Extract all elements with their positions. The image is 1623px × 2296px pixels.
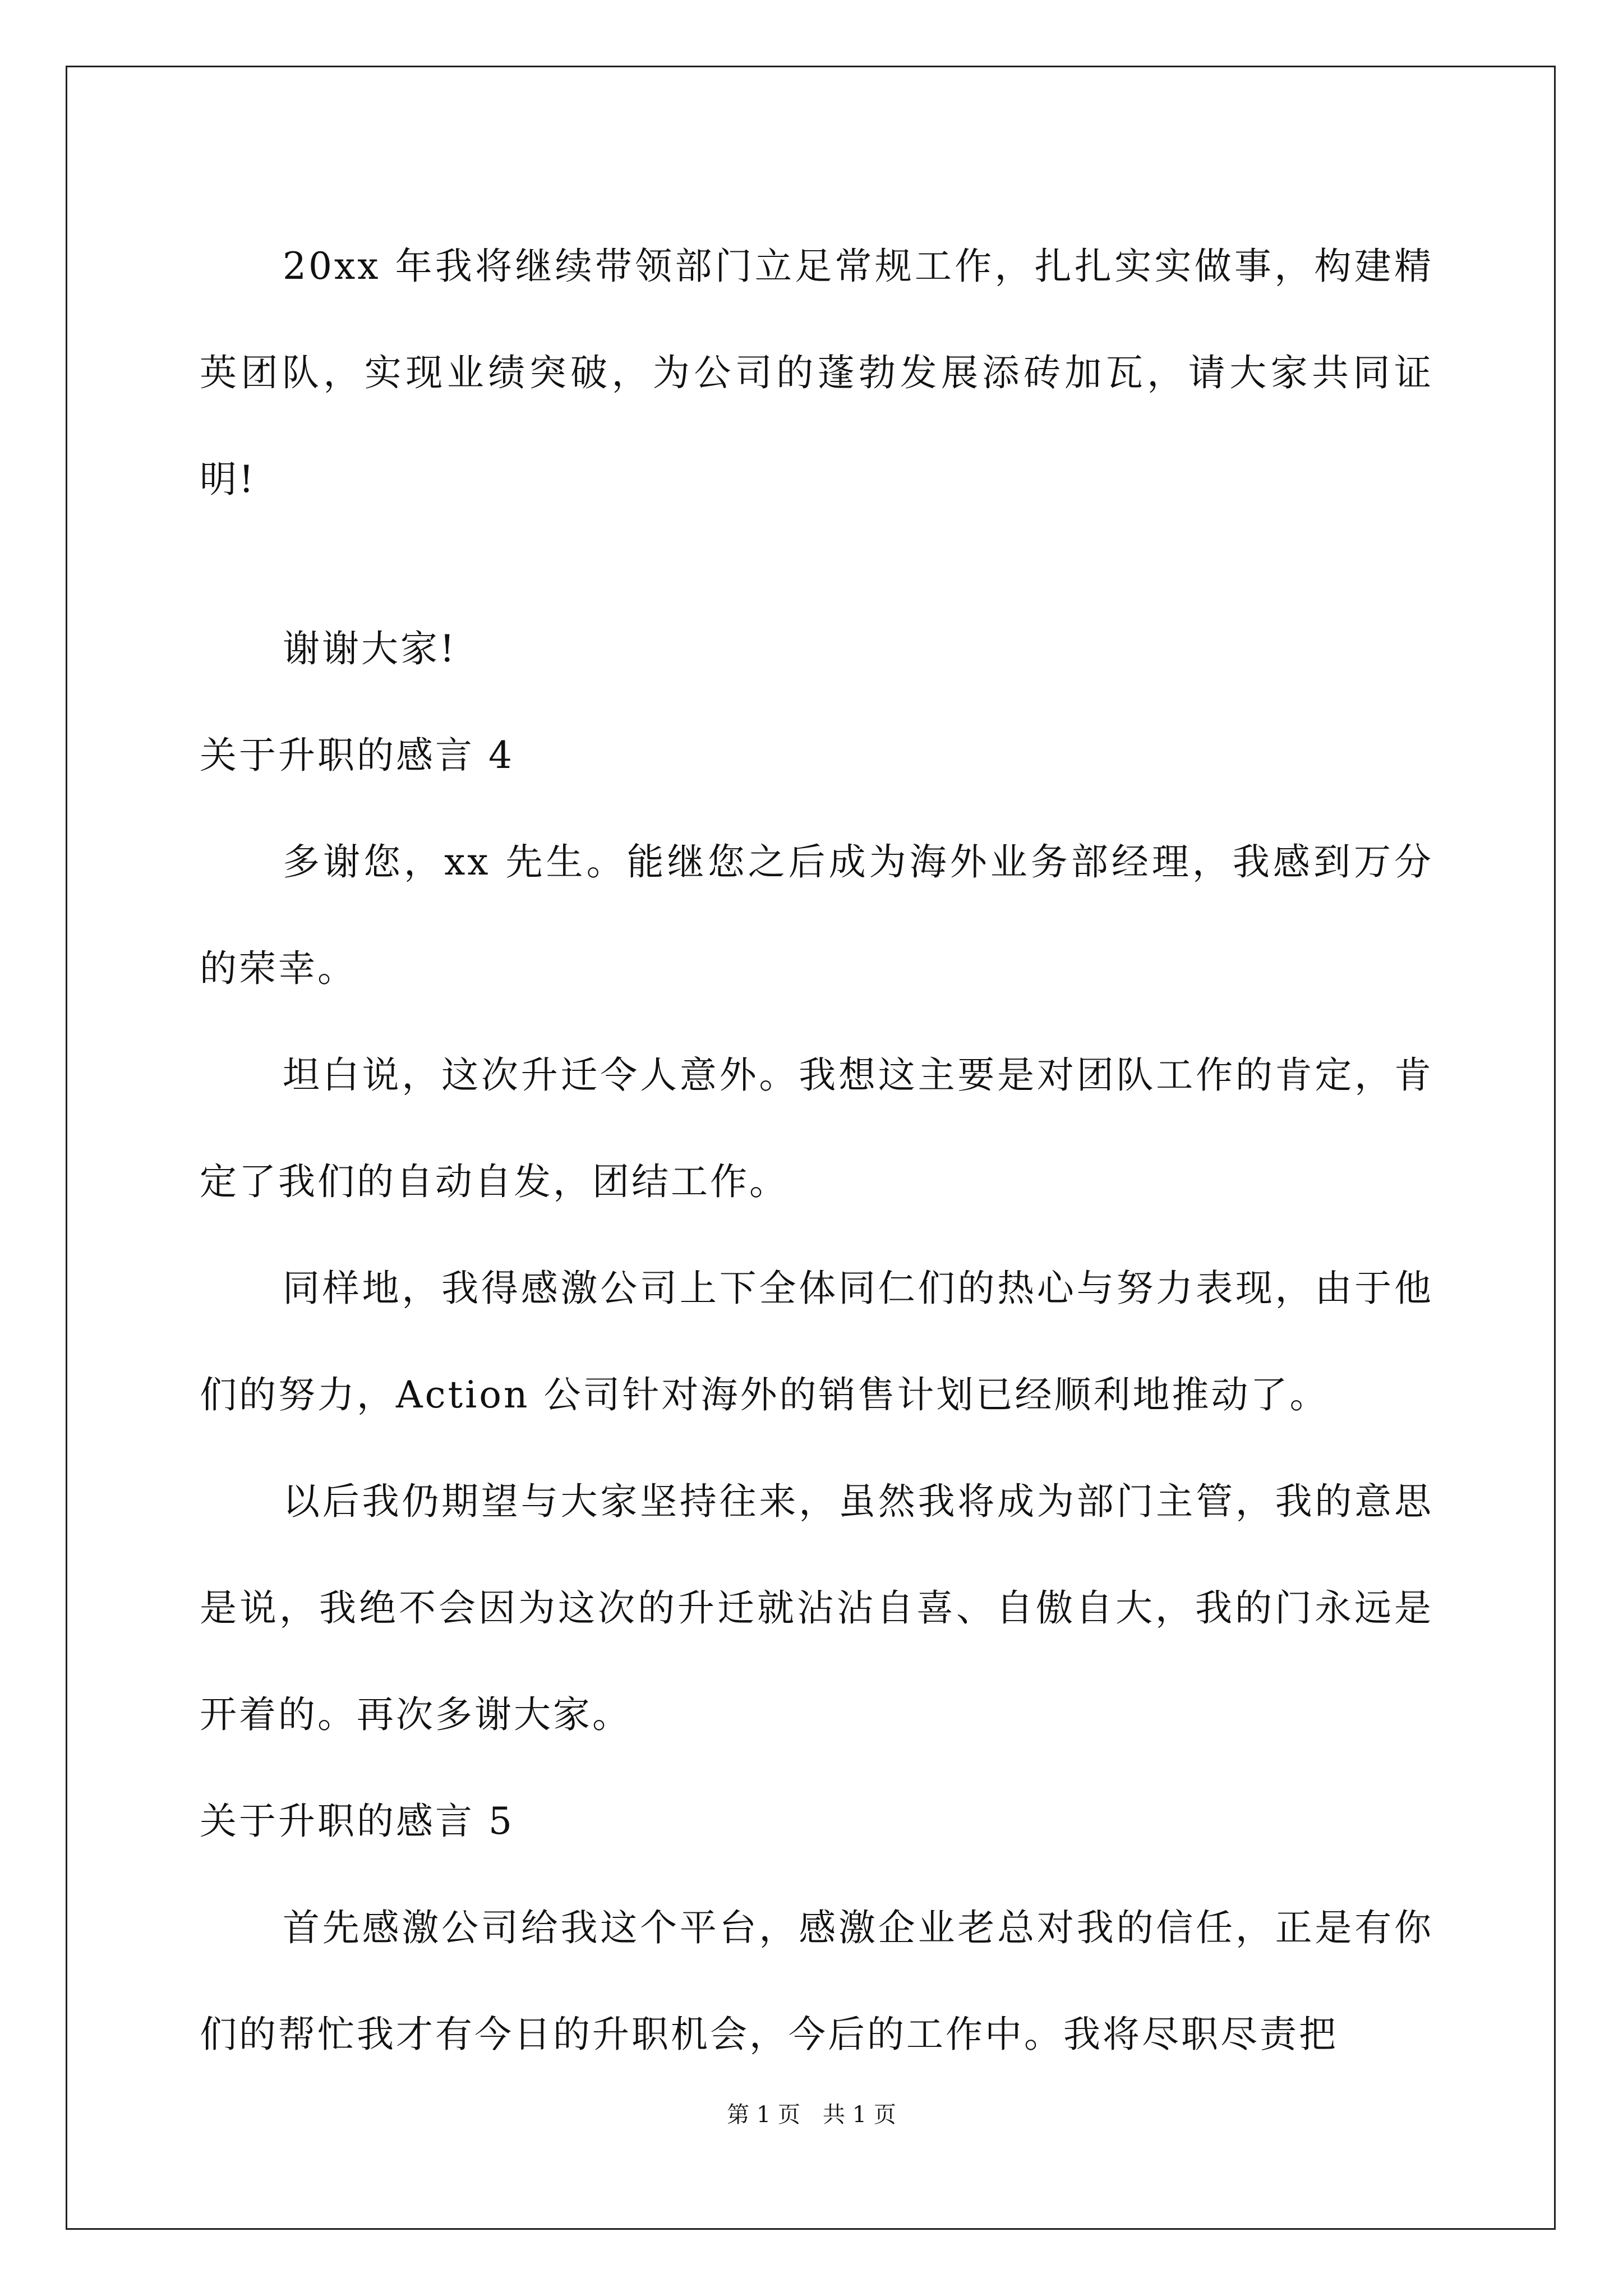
paragraph: 多谢您，xx 先生。能继您之后成为海外业务部经理，我感到万分的荣幸。	[200, 840, 1433, 990]
paragraph: 20xx 年我将继续带领部门立足常规工作，扎扎实实做事，构建精英团队，实现业绩突破，为公司的蓬勃发展添砖加瓦，请大家共同证明!	[200, 245, 1433, 501]
paragraph: 谢谢大家!	[283, 627, 457, 670]
page-number-footer: 第 1 页 共 1 页	[727, 2102, 896, 2128]
document-body	[200, 213, 1433, 2088]
paragraph: 以后我仍期望与大家坚持往来，虽然我将成为部门主管，我的意思是说，我绝不会因为这次的升迁就沾沾自喜、自傲自大，我的门永远是开着的。再次多谢大家。	[200, 1480, 1433, 1736]
section-heading: 关于升职的感言 5	[200, 1800, 514, 1843]
paragraph: 坦白说，这次升迁令人意外。我想这主要是对团队工作的肯定，肯定了我们的自动自发，团结工作。	[200, 1053, 1433, 1203]
section-heading: 关于升职的感言 4	[200, 734, 514, 777]
paragraph: 同样地，我得感激公司上下全体同仁们的热心与努力表现，由于他们的努力，Action 公司针对海外的销售计划已经顺利地推动了。	[200, 1267, 1433, 1416]
paragraph: 首先感激公司给我这个平台，感激企业老总对我的信任，正是有你们的帮忙我才有今日的升职机会，今后的工作中。我将尽职尽责把	[200, 1906, 1433, 2056]
